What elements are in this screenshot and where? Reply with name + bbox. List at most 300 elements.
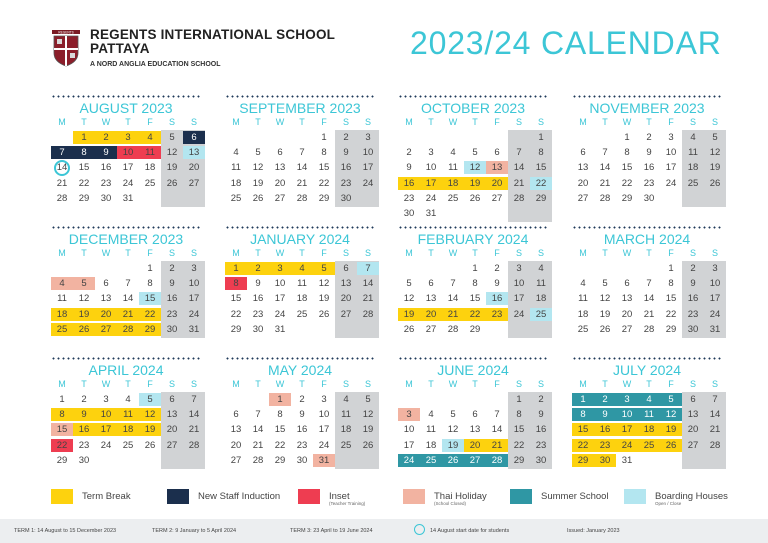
weekday-header: S [537, 248, 544, 258]
weekday-header: T [428, 248, 434, 258]
day-cell: 25 [420, 454, 442, 467]
day-cell: 20 [230, 439, 242, 451]
day-cell: 16 [398, 177, 420, 190]
day-cell: 12 [660, 408, 682, 421]
day-cell: 2 [538, 394, 544, 405]
day-cell: 12 [403, 293, 415, 305]
day-cell: 15 [469, 293, 481, 305]
day-cell: 20 [95, 308, 117, 321]
day-cell: 9 [494, 278, 500, 290]
dotted-divider [51, 226, 201, 229]
weekday-header: F [147, 117, 153, 127]
footer-term2: TERM 2: 9 January to 5 April 2024 [152, 528, 237, 534]
day-cell: 5 [660, 393, 682, 406]
dotted-divider [398, 226, 548, 229]
day-cell: 26 [403, 323, 415, 335]
day-cell: 12 [78, 293, 90, 305]
dotted-divider [51, 95, 201, 98]
day-cell: 22 [572, 439, 594, 452]
day-cell: 1 [538, 132, 544, 143]
weekday-header: T [255, 248, 261, 258]
day-cell: 23 [643, 177, 655, 189]
day-cell: 14 [599, 162, 611, 174]
weekday-header: W [101, 248, 111, 258]
weekday-header: S [190, 248, 197, 258]
day-cell: 20 [188, 162, 200, 174]
day-cell: 7 [494, 409, 500, 421]
day-cell: 27 [340, 308, 352, 320]
day-cell: 28 [296, 192, 308, 204]
day-cell: 30 [403, 208, 415, 219]
day-cell: 23 [166, 308, 178, 320]
day-cell: 26 [660, 439, 682, 452]
day-cell: 21 [709, 424, 721, 436]
day-cell: 30 [535, 454, 547, 466]
day-cell: 20 [274, 177, 286, 189]
month-title: MARCH 2024 [603, 231, 691, 247]
day-cell: 10 [616, 408, 638, 421]
legend-swatch [510, 489, 532, 504]
day-cell: 26 [73, 323, 95, 336]
weekday-header: F [494, 248, 500, 258]
month-8 [51, 357, 201, 477]
day-cell: 25 [577, 323, 589, 335]
day-cell: 6 [103, 278, 109, 290]
school-tagline: A NORD ANGLIA EDUCATION SCHOOL [90, 61, 221, 68]
day-cell: 5 [255, 147, 261, 159]
weekday-header: T [299, 379, 305, 389]
day-cell: 9 [343, 147, 349, 159]
day-cell: 20 [486, 177, 508, 190]
day-cell: 21 [117, 308, 139, 321]
weekday-header: T [299, 117, 305, 127]
day-cell: 15 [51, 423, 73, 436]
month-title: JULY 2024 [613, 362, 681, 378]
weekday-header: S [190, 379, 197, 389]
day-cell: 7 [51, 146, 73, 159]
day-cell: 31 [188, 323, 200, 335]
day-cell: 1 [59, 394, 65, 405]
day-cell: 3 [117, 131, 139, 144]
month-2 [398, 95, 548, 219]
day-cell: 28 [513, 192, 525, 204]
day-cell: 7 [255, 409, 261, 421]
day-cell: 18 [425, 439, 437, 451]
weekday-header: M [405, 248, 413, 258]
day-cell: 2 [299, 394, 305, 405]
day-cell: 25 [296, 308, 308, 320]
weekday-header: S [364, 379, 371, 389]
day-cell: 20 [464, 439, 486, 452]
day-cell: 6 [343, 263, 349, 274]
day-cell: 15 [572, 423, 594, 436]
day-cell: 26 [166, 177, 178, 189]
day-cell: 14 [122, 293, 134, 305]
day-cell: 15 [665, 293, 677, 305]
weekday-header: T [255, 117, 261, 127]
day-cell: 4 [690, 132, 696, 143]
day-cell: 2 [690, 263, 696, 274]
month-title: SEPTEMBER 2023 [239, 100, 361, 116]
day-cell: 17 [95, 423, 117, 436]
weekday-header: T [125, 248, 131, 258]
day-cell: 24 [398, 454, 420, 467]
day-cell: 13 [577, 162, 589, 174]
month-title: MAY 2024 [267, 362, 333, 378]
day-cell: 30 [100, 192, 112, 204]
day-cell: 16 [166, 293, 178, 305]
day-cell: 3 [321, 394, 327, 405]
day-cell: 24 [362, 177, 374, 189]
day-cell: 24 [188, 308, 200, 320]
weekday-header: T [81, 379, 87, 389]
legend-swatch [167, 489, 189, 504]
month-10 [398, 357, 548, 477]
day-cell: 4 [538, 263, 544, 274]
day-cell: 25 [122, 439, 134, 451]
day-cell: 23 [486, 308, 508, 321]
day-cell: 16 [535, 424, 547, 436]
month-6 [398, 226, 548, 346]
weekday-header: S [515, 379, 522, 389]
day-cell: 31 [425, 208, 437, 219]
legend-swatch [624, 489, 646, 504]
month-title: AUGUST 2023 [79, 100, 173, 116]
weekday-header: S [711, 117, 718, 127]
day-cell: 9 [594, 408, 616, 421]
day-cell: 3 [712, 263, 718, 274]
day-cell: 8 [516, 409, 522, 421]
day-cell: 13 [469, 424, 481, 436]
day-cell: 27 [274, 192, 286, 204]
weekday-header: T [125, 117, 131, 127]
day-cell: 22 [513, 439, 525, 451]
day-cell: 9 [299, 409, 305, 421]
dotted-divider [398, 95, 548, 98]
day-cell: 20 [621, 308, 633, 320]
day-cell: 2 [594, 393, 616, 406]
day-cell: 6 [428, 278, 434, 290]
day-cell: 14 [709, 409, 721, 421]
weekday-header: T [299, 248, 305, 258]
day-cell: 23 [535, 439, 547, 451]
weekday-header: T [81, 248, 87, 258]
day-cell: 18 [117, 423, 139, 436]
day-cell: 1 [624, 132, 630, 143]
day-cell: 1 [472, 263, 478, 274]
month-7 [572, 226, 722, 346]
day-cell: 8 [277, 409, 283, 421]
legend-label: Boarding Houses [655, 491, 728, 502]
day-cell: 25 [687, 177, 699, 189]
weekday-header: W [448, 379, 458, 389]
weekday-header: M [232, 117, 240, 127]
day-cell: 6 [494, 147, 500, 159]
day-cell: 25 [447, 192, 459, 204]
day-cell: 21 [643, 308, 655, 320]
school-name-line1: REGENTS INTERNATIONAL SCHOOL [90, 27, 336, 42]
day-cell: 20 [340, 293, 352, 305]
day-cell: 20 [166, 424, 178, 436]
day-cell: 6 [277, 147, 283, 159]
day-cell: 28 [447, 323, 459, 335]
weekday-header: T [602, 379, 608, 389]
day-cell: 16 [340, 162, 352, 174]
day-cell: 26 [144, 439, 156, 451]
day-cell: 12 [139, 408, 161, 421]
day-cell: 29 [139, 323, 161, 336]
day-cell: 5 [406, 278, 412, 290]
day-cell: 9 [255, 278, 261, 290]
day-cell: 28 [599, 192, 611, 204]
legend-label: Summer School [541, 491, 609, 502]
day-cell: 26 [469, 192, 481, 204]
day-cell: 21 [362, 293, 374, 305]
day-cell: 30 [252, 323, 264, 335]
day-cell: 25 [51, 323, 73, 336]
month-3 [572, 95, 722, 215]
legend-sublabel: (Teacher Training) [329, 501, 366, 506]
day-cell: 24 [709, 308, 721, 320]
day-cell: 17 [420, 177, 442, 190]
day-cell: 23 [594, 439, 616, 452]
day-cell: 10 [665, 147, 677, 159]
weekday-header: S [168, 117, 175, 127]
footer-issued: Issued: January 2023 [567, 528, 620, 534]
weekday-header: F [321, 248, 327, 258]
weekday-header: W [448, 248, 458, 258]
day-cell: 12 [709, 147, 721, 159]
dotted-divider [572, 226, 722, 229]
dotted-divider [225, 357, 375, 360]
weekday-header: S [537, 379, 544, 389]
day-cell: 19 [442, 439, 464, 452]
day-cell: 2 [95, 131, 117, 144]
day-cell: 20 [420, 308, 442, 321]
day-cell: 4 [233, 147, 239, 159]
day-cell: 27 [621, 323, 633, 335]
dotted-divider [225, 95, 375, 98]
day-cell: 16 [73, 423, 95, 436]
day-cell: 6 [580, 147, 586, 159]
day-cell: 15 [230, 293, 242, 305]
day-cell: 23 [78, 439, 90, 451]
day-cell: 2 [494, 263, 500, 274]
dotted-divider [572, 95, 722, 98]
footer-start-note: 14 August start date for students [430, 528, 510, 534]
dotted-divider [51, 357, 201, 360]
day-cell: 15 [274, 424, 286, 436]
day-cell: 18 [144, 162, 156, 174]
day-cell: 21 [296, 177, 308, 189]
weekday-header: S [364, 117, 371, 127]
day-cell: 3 [616, 393, 638, 406]
day-cell: 17 [362, 162, 374, 174]
day-cell: 3 [398, 408, 420, 421]
day-cell: 13 [100, 293, 112, 305]
day-cell: 28 [117, 323, 139, 336]
day-cell: 24 [616, 439, 638, 452]
day-cell: 1 [73, 131, 95, 144]
weekday-header: T [428, 117, 434, 127]
day-cell: 4 [125, 394, 131, 405]
weekday-header: W [275, 117, 285, 127]
weekday-header: S [689, 248, 696, 258]
weekday-header: M [232, 248, 240, 258]
weekday-header: T [125, 379, 131, 389]
day-cell: 25 [638, 439, 660, 452]
day-cell: 1 [147, 263, 153, 274]
day-cell: 27 [230, 454, 242, 466]
day-cell: 3 [668, 132, 674, 143]
day-cell: 22 [665, 308, 677, 320]
weekday-header: F [668, 379, 674, 389]
weekday-header: S [689, 379, 696, 389]
day-cell: 5 [602, 278, 608, 290]
logo-wordmark: REGENTS [58, 30, 74, 35]
weekday-header: S [689, 117, 696, 127]
legend-label: Term Break [82, 491, 131, 502]
day-cell: 11 [426, 424, 436, 436]
weekday-header: F [321, 117, 327, 127]
weekday-header: S [515, 248, 522, 258]
weekday-header: S [342, 379, 349, 389]
weekday-header: T [472, 248, 478, 258]
day-cell: 27 [188, 177, 200, 189]
day-cell: 26 [362, 439, 374, 451]
day-cell: 8 [51, 408, 73, 421]
day-cell: 4 [580, 278, 586, 290]
legend-label: Inset [329, 491, 350, 502]
day-cell: 1 [572, 393, 594, 406]
day-cell: 30 [166, 323, 178, 335]
weekday-header: W [275, 248, 285, 258]
day-cell: 29 [469, 323, 481, 335]
weekday-header: T [646, 379, 652, 389]
day-cell: 4 [428, 409, 434, 421]
day-cell: 18 [687, 162, 699, 174]
day-cell: 15 [139, 292, 161, 305]
day-cell: 14 [362, 278, 374, 290]
day-cell: 30 [643, 192, 655, 204]
month-4 [51, 226, 201, 346]
day-cell: 16 [100, 162, 112, 174]
day-cell: 17 [318, 424, 330, 436]
day-cell: 3 [103, 394, 109, 405]
day-cell: 6 [169, 394, 175, 405]
day-cell: 19 [166, 162, 178, 174]
day-cell: 13 [274, 162, 286, 174]
weekday-header: W [101, 117, 111, 127]
day-cell: 17 [665, 162, 677, 174]
day-cell: 2 [343, 132, 349, 143]
day-cell: 21 [188, 424, 200, 436]
day-cell: 22 [139, 308, 161, 321]
day-cell: 15 [318, 162, 330, 174]
day-cell: 10 [709, 278, 721, 290]
day-cell: 14 [513, 162, 525, 174]
day-cell: 30 [340, 192, 352, 204]
day-cell: 12 [599, 293, 611, 305]
legend-sublabel: (School Closed) [434, 501, 467, 506]
day-cell: 27 [166, 439, 178, 451]
weekday-header: W [622, 379, 632, 389]
dotted-divider [572, 357, 722, 360]
day-cell: 2 [81, 394, 87, 405]
day-cell: 2 [247, 262, 269, 275]
day-cell: 23 [340, 177, 352, 189]
day-cell: 22 [274, 439, 286, 451]
day-cell: 10 [95, 408, 117, 421]
day-cell: 25 [144, 177, 156, 189]
month-title: APRIL 2024 [88, 362, 164, 378]
day-cell: 9 [406, 162, 412, 174]
day-cell: 16 [296, 424, 308, 436]
day-cell: 6 [624, 278, 630, 290]
day-cell: 23 [403, 192, 415, 204]
weekday-header: T [255, 379, 261, 389]
weekday-header: M [579, 248, 587, 258]
day-cell: 13 [340, 278, 352, 290]
day-cell: 19 [73, 308, 95, 321]
weekday-header: F [147, 379, 153, 389]
day-cell: 10 [117, 146, 139, 159]
day-cell: 12 [447, 424, 459, 436]
day-cell: 11 [341, 409, 351, 421]
day-cell: 12 [464, 161, 486, 174]
day-cell: 11 [448, 162, 458, 174]
day-cell: 22 [78, 177, 90, 189]
day-cell: 31 [621, 454, 633, 466]
weekday-header: T [81, 117, 87, 127]
weekday-header: S [168, 248, 175, 258]
day-cell: 1 [225, 262, 247, 275]
day-cell: 6 [690, 394, 696, 405]
day-cell: 8 [147, 278, 153, 290]
legend-swatch [298, 489, 320, 504]
day-cell: 28 [362, 308, 374, 320]
day-cell: 29 [230, 323, 242, 335]
month-5 [225, 226, 375, 346]
day-cell: 16 [594, 423, 616, 436]
month-0 [51, 95, 201, 215]
legend-label: Thai Holiday [434, 491, 487, 502]
day-cell: 13 [486, 161, 508, 174]
day-cell: 14 [252, 424, 264, 436]
month-9 [225, 357, 375, 477]
day-cell: 17 [122, 162, 134, 174]
day-cell: 9 [169, 278, 175, 290]
day-cell: 14 [491, 424, 503, 436]
day-cell: 29 [572, 454, 594, 467]
day-cell: 12 [252, 162, 264, 174]
day-cell: 13 [230, 424, 242, 436]
day-cell: 7 [646, 278, 652, 290]
day-cell: 9 [95, 146, 117, 159]
day-cell: 8 [472, 278, 478, 290]
day-cell: 11 [57, 293, 67, 305]
day-cell: 10 [362, 147, 374, 159]
day-cell: 14 [447, 293, 459, 305]
weekday-header: S [711, 248, 718, 258]
day-cell: 7 [712, 394, 718, 405]
day-cell: 14 [188, 409, 200, 421]
weekday-header: S [537, 117, 544, 127]
school-name [90, 28, 335, 56]
footer-term3: TERM 3: 23 April to 19 June 2024 [290, 528, 373, 534]
day-cell: 28 [486, 454, 508, 467]
dotted-divider [225, 226, 375, 229]
